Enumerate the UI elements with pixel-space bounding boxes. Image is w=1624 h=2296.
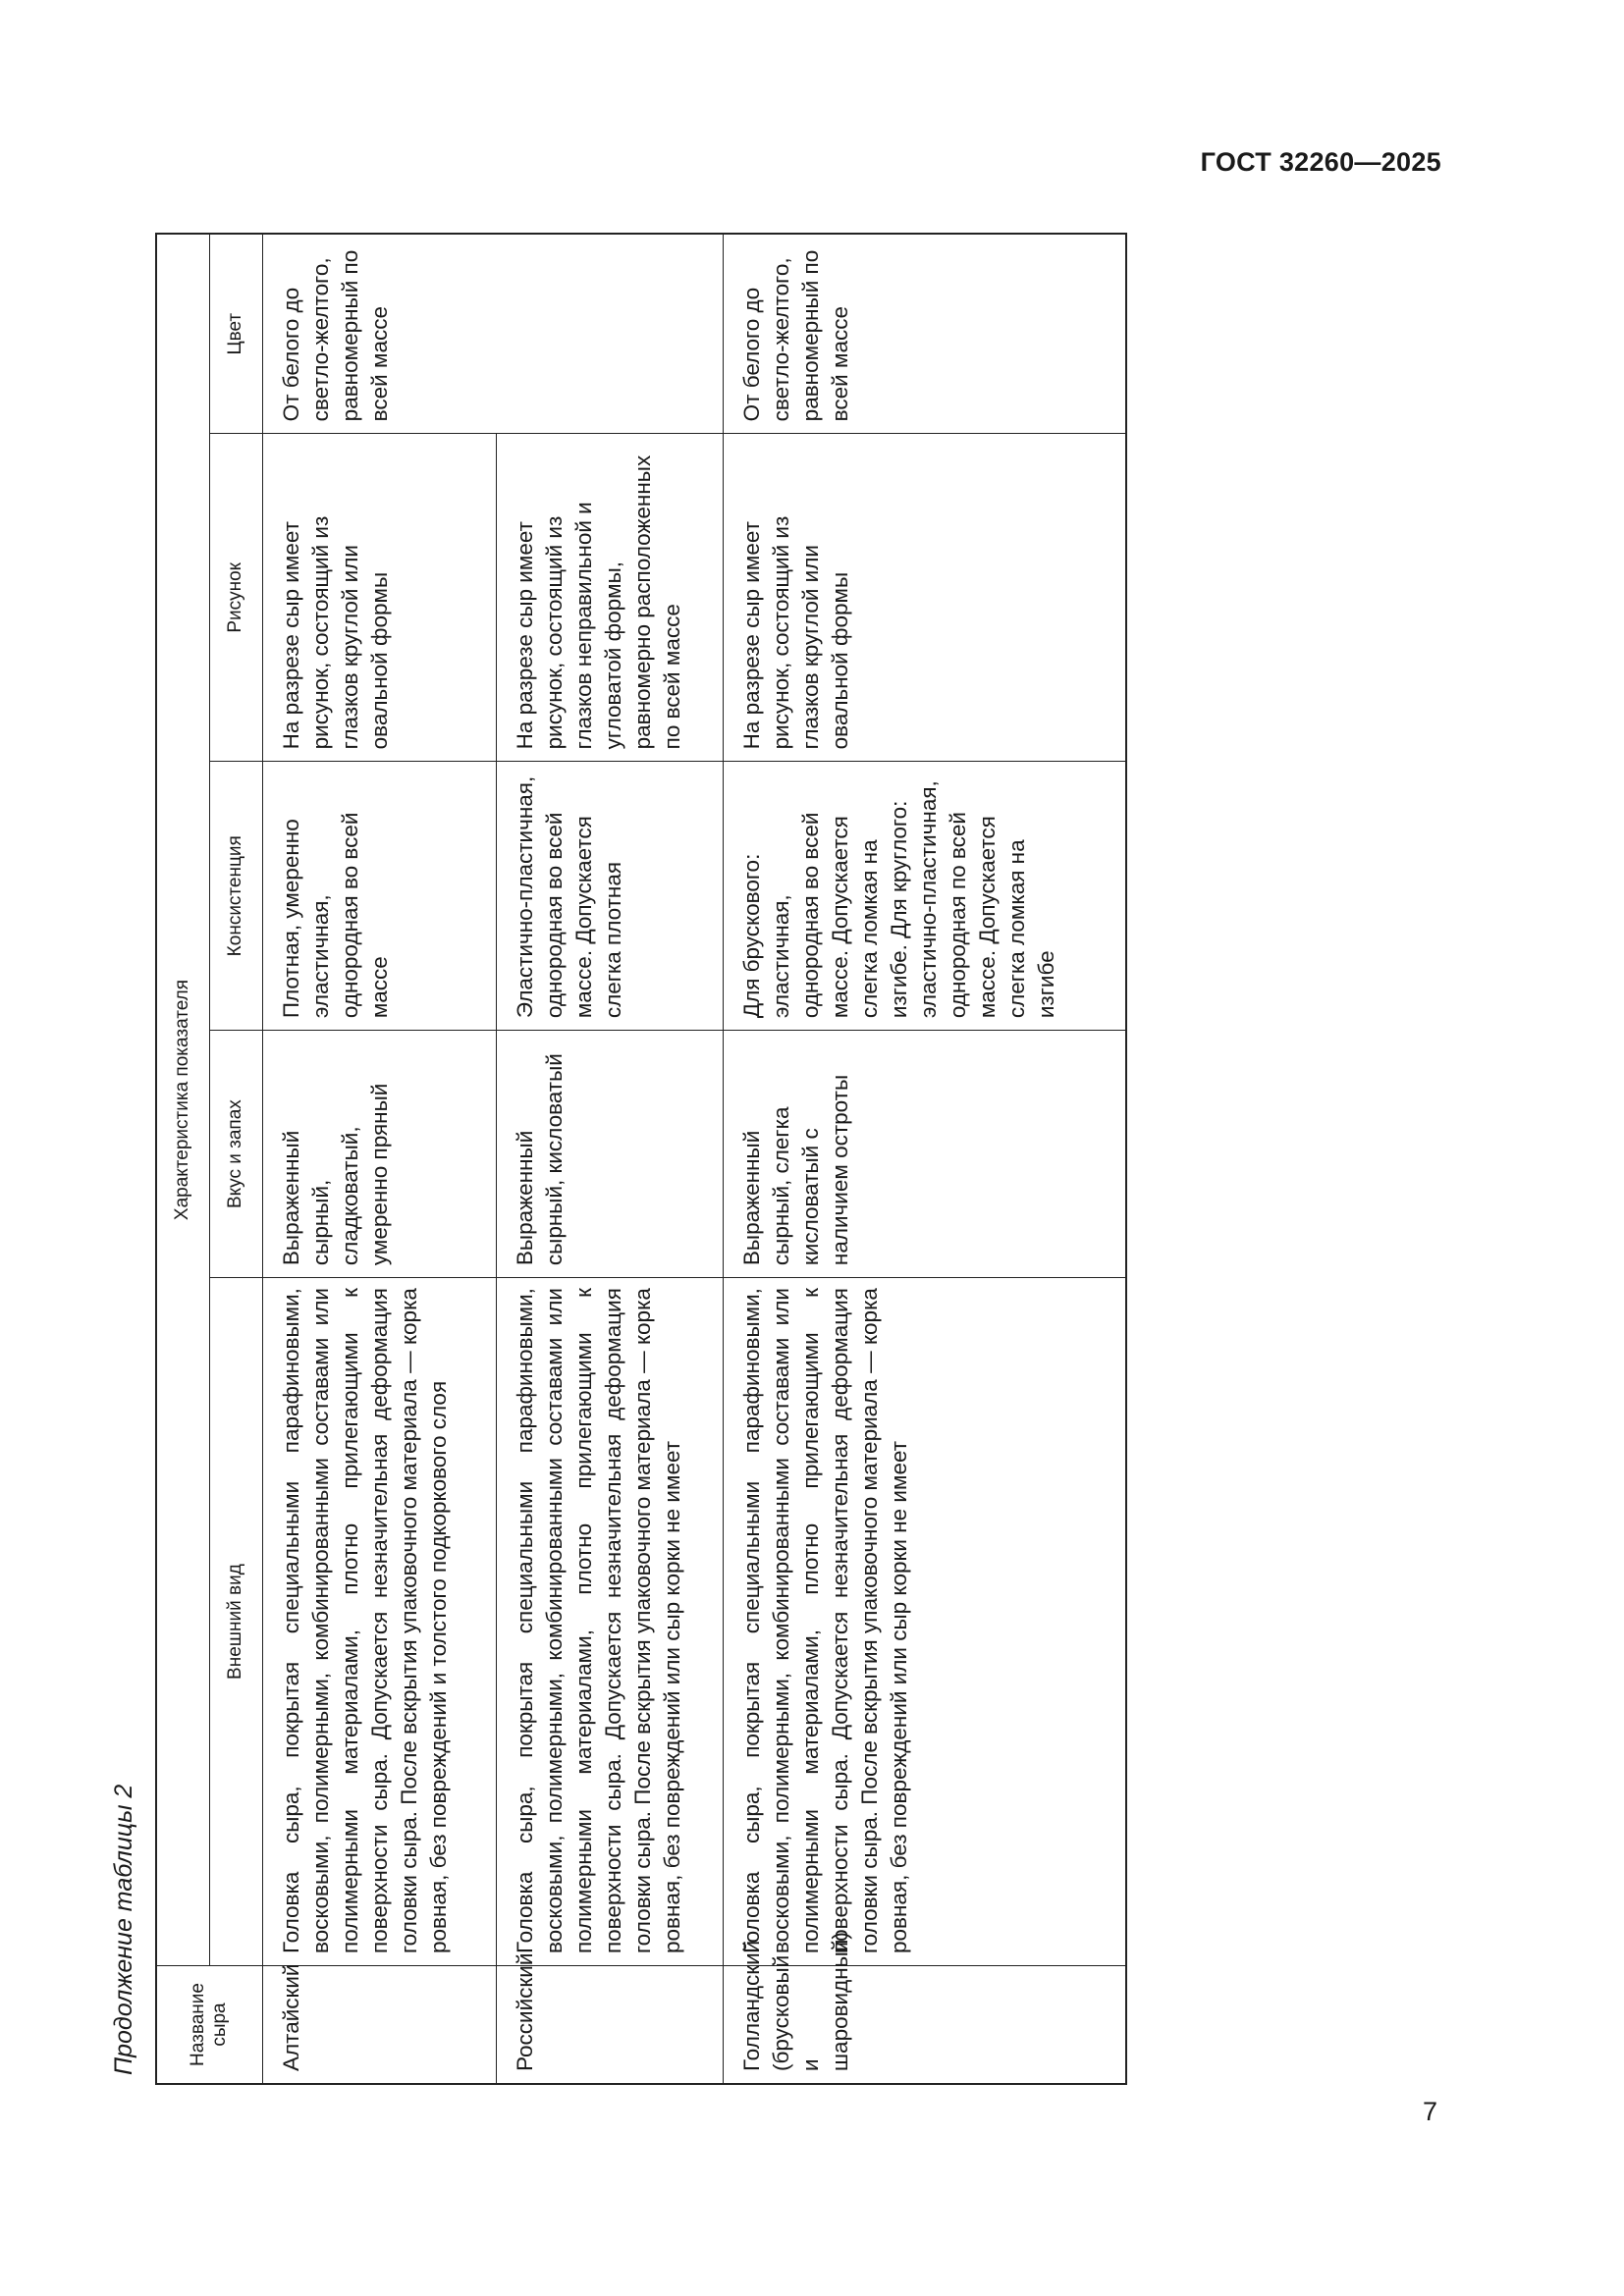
- header-cell-appearance: Внешний вид: [209, 1278, 262, 1966]
- header-row-2: [209, 234, 262, 2084]
- cell-pattern: На разрезе сыр имеет рисунок, состоящий из глазков круглой или овальной формы: [723, 434, 1126, 762]
- cell-appearance: Головка сыра, покрытая специальными парафиновыми, восковыми, полимерными, комбинированными составами или полимерными материалами, плотно прилегающими к поверхности сыра. Допускается незначительная деформация головки сыра. После вскрытия упаковочного материала — корка ровная, без повреждений и толстого подкоркового слоя: [262, 1278, 496, 1966]
- page-number: 7: [1422, 2097, 1437, 2126]
- cell-consistency: Для брускового: эластичная, однородная во всей массе. Допускается слегка ломкая на изгибе. Для круглого: эластично-пластичная, однородная по всей массе. Допускается слегка ломкая на изгибе: [723, 762, 1126, 1031]
- cell-taste: Выраженный сырный, кисловатый: [497, 1031, 723, 1278]
- cell-consistency: Плотная, умеренно эластичная, однородная во всей массе: [262, 762, 496, 1031]
- cell-appearance: Головка сыра, покрытая специальными парафиновыми, восковыми, полимерными, комбинированными составами или полимерными материалами, плотно прилегающими к поверхности сыра. Допускается незначительная деформация головки сыра. После вскрытия упаковочного материала — корка ровная, без повреждений или сыр корки не имеет: [723, 1278, 1126, 1966]
- header-cell-taste: Вкус и запах: [209, 1031, 262, 1278]
- header-cell-consistency: Консистенция: [209, 762, 262, 1031]
- header-cell-name: Название сыра: [156, 1966, 262, 2084]
- cell-name: Голландский (брусковый и шаровидный): [723, 1966, 1126, 2084]
- cheese-characteristics-table: [155, 233, 1127, 2085]
- header-row-1: [156, 234, 209, 2084]
- cell-color: От белого до светло-желтого, равномерный по всей массе: [262, 234, 723, 434]
- cell-pattern: На разрезе сыр имеет рисунок, состоящий из глазков неправильной и угловатой формы, равномерно расположенных по всей массе: [497, 434, 723, 762]
- cell-name: Алтайский: [262, 1966, 496, 2084]
- cell-color: От белого до светло-желтого, равномерный по всей массе: [723, 234, 1126, 434]
- header-cell-group: Характеристика показателя: [156, 234, 209, 1966]
- table-caption: Продолжение таблицы 2: [110, 1784, 137, 2075]
- header-cell-color: Цвет: [209, 234, 262, 434]
- table-row: [262, 234, 496, 2084]
- cell-taste: Выраженный сырный, слегка кисловатый с наличием остроты: [723, 1031, 1126, 1278]
- cell-taste: Выраженный сырный, сладковатый, умеренно пряный: [262, 1031, 496, 1278]
- header-cell-pattern: Рисунок: [209, 434, 262, 762]
- cell-pattern: На разрезе сыр имеет рисунок, состоящий из глазков круглой или овальной формы: [262, 434, 496, 762]
- document-code: ГОСТ 32260—2025: [1200, 147, 1441, 177]
- cell-name: Российский: [497, 1966, 723, 2084]
- table-row: [497, 234, 723, 2084]
- table-container: [155, 233, 1127, 2085]
- cell-appearance: Головка сыра, покрытая специальными парафиновыми, восковыми, полимерными, комбинированными составами или полимерными материалами, плотно прилегающими к поверхности сыра. Допускается незначительная деформация головки сыра. После вскрытия упаковочного материала — корка ровная, без повреждений или сыр корки не имеет: [497, 1278, 723, 1966]
- table-row: [723, 234, 1126, 2084]
- cell-consistency: Эластично-пластичная, однородная во всей массе. Допускается слегка плотная: [497, 762, 723, 1031]
